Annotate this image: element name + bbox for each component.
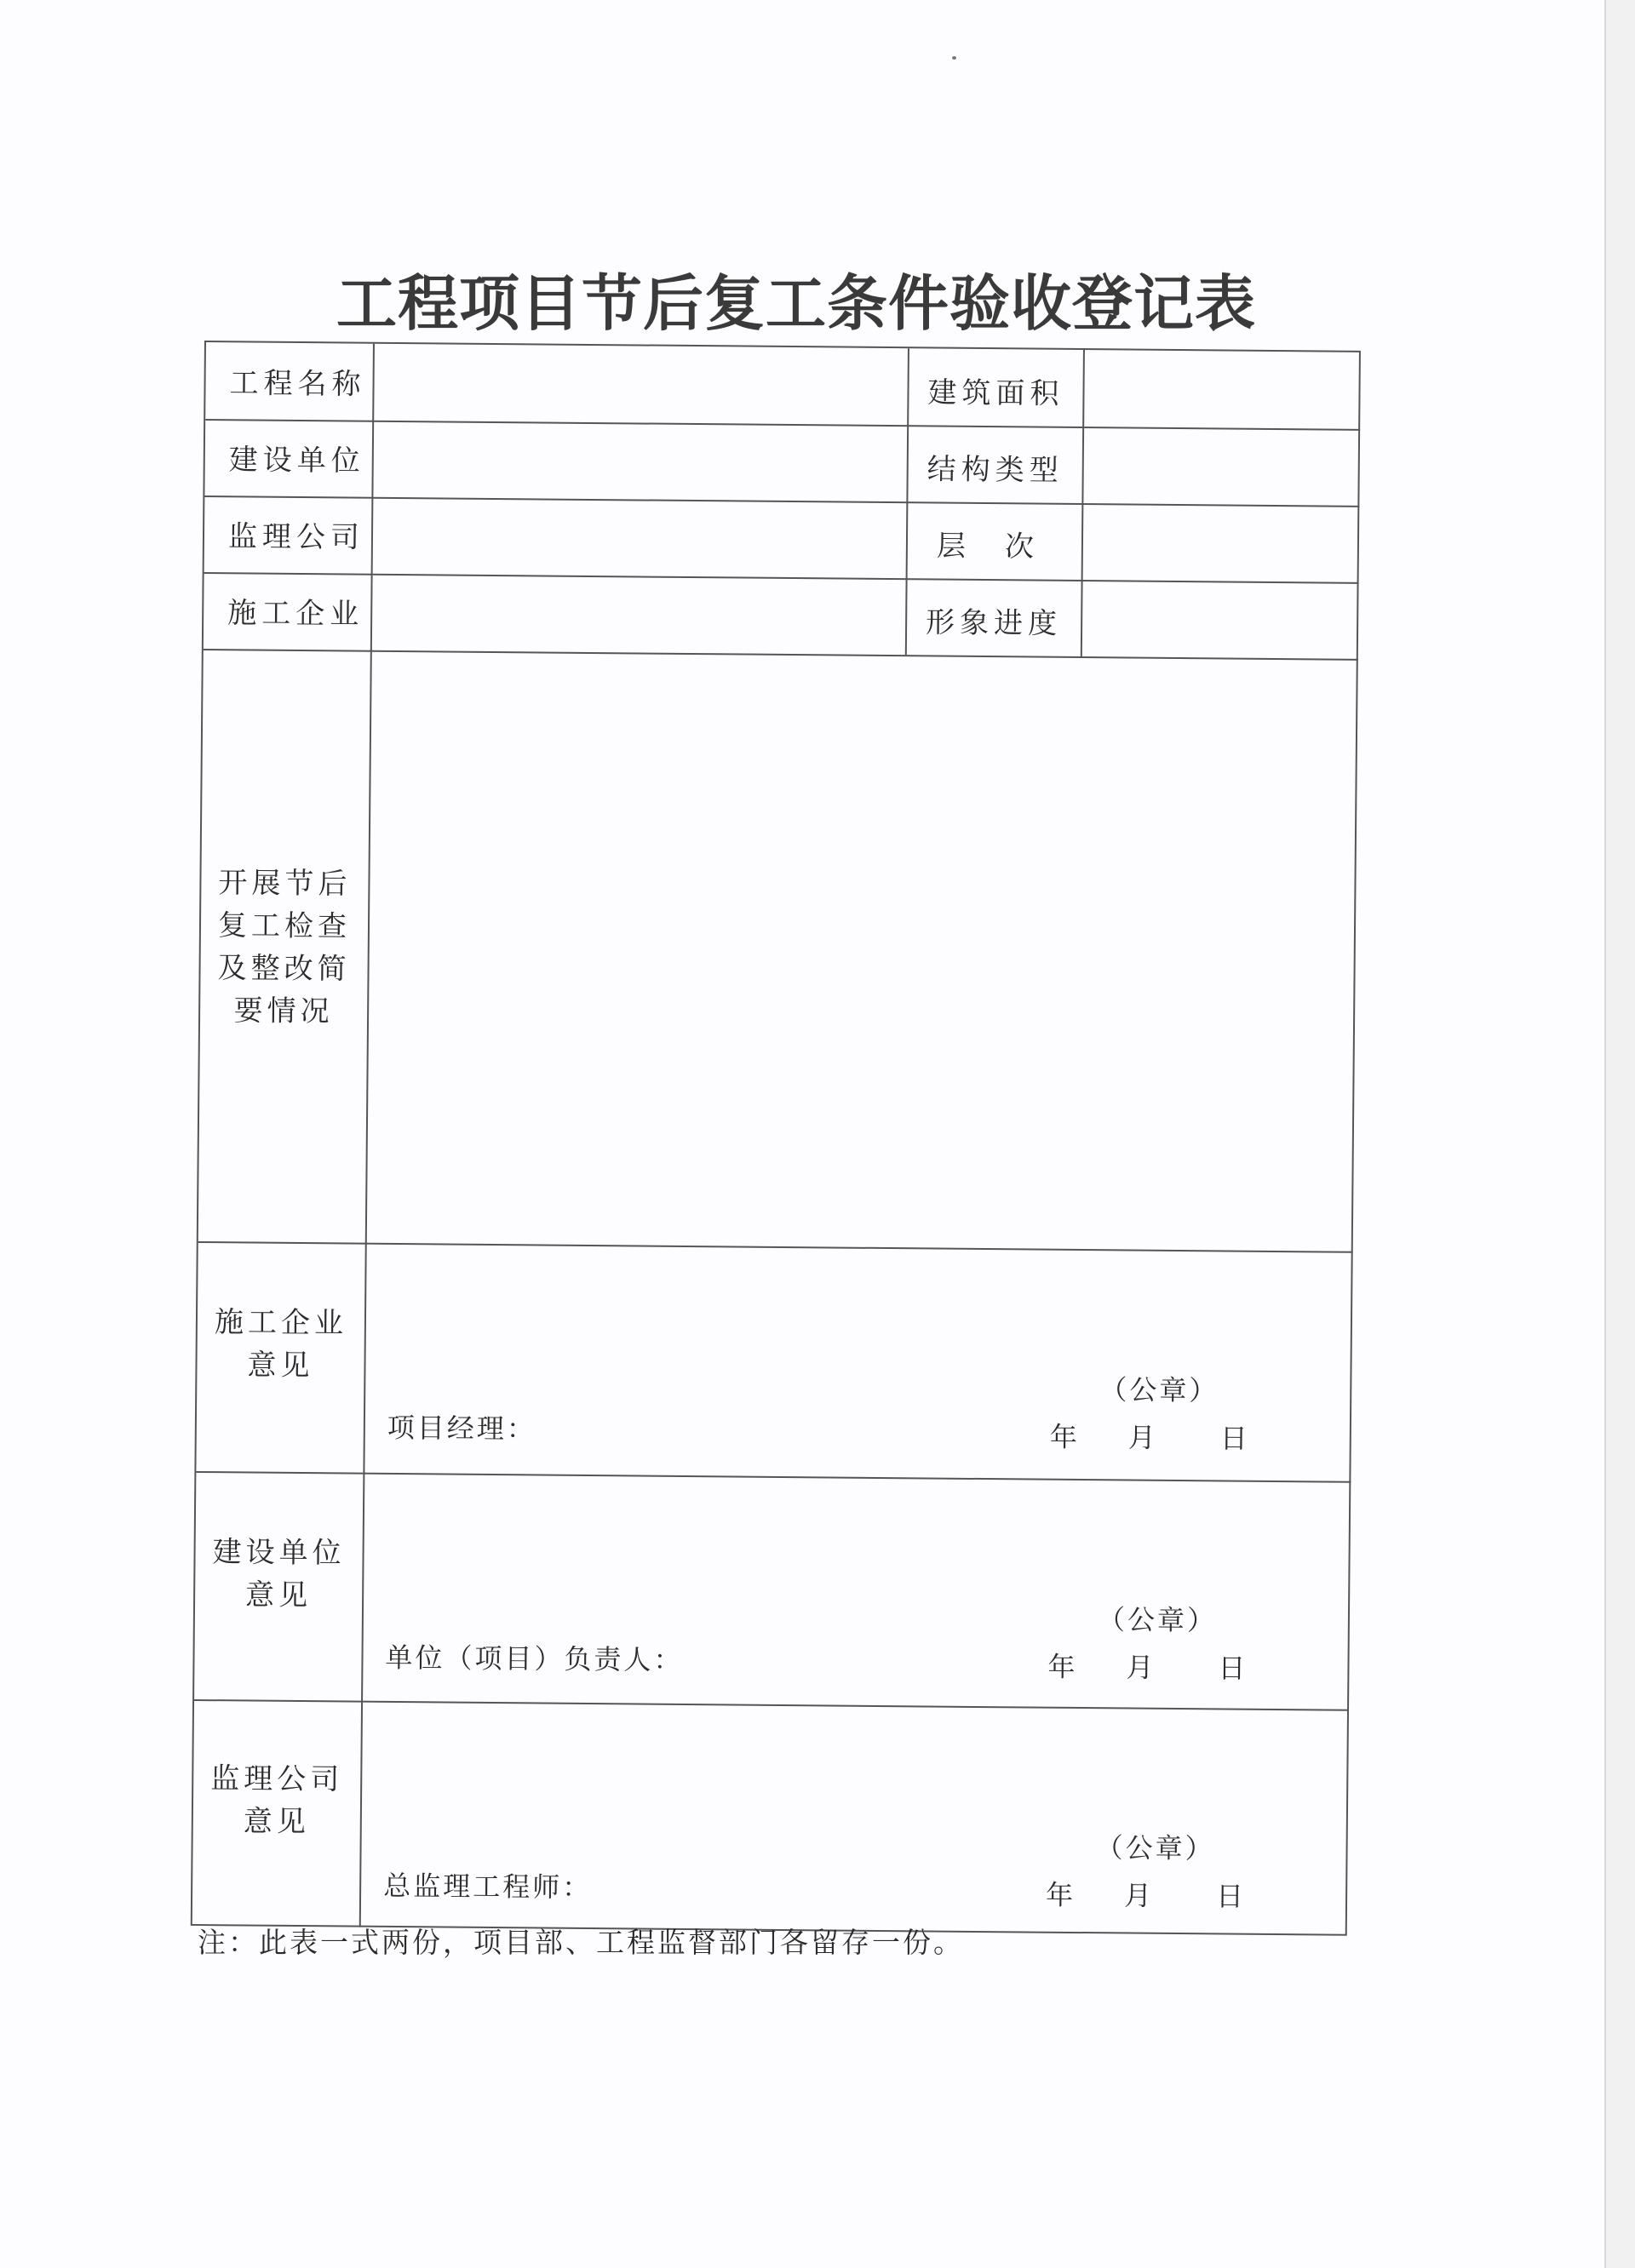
supervisor-opinion-label-line: 意见 <box>243 1804 310 1840</box>
contractor-opinion-label-line: 施工企业 <box>214 1305 348 1341</box>
contractor-opinion-label <box>197 1301 364 1388</box>
row-divider <box>196 1471 1351 1483</box>
company-seal-label: （公章） <box>1097 1603 1218 1637</box>
inspection-label-line: 开展节后 <box>218 866 352 902</box>
year-label: 年 <box>1045 1878 1074 1911</box>
project-name-label: 工程名称 <box>229 366 366 402</box>
row-divider <box>204 649 1358 661</box>
client-opinion-label <box>195 1531 363 1618</box>
inspection-label-line: 复工检查 <box>217 908 352 944</box>
month-label: 月 <box>1127 1421 1156 1454</box>
form-title: 工程项目节后复工条件验收登记表 <box>336 268 1256 339</box>
date-line <box>1047 1646 1245 1687</box>
inspection-label-line: 及整改简 <box>217 951 351 987</box>
inspection-label-line: 要情况 <box>233 994 334 1029</box>
chief-engineer-signature-label: 总监理工程师： <box>383 1869 593 1904</box>
row-divider <box>198 1241 1353 1253</box>
supervisor-opinion-label <box>193 1757 361 1844</box>
year-label: 年 <box>1047 1650 1076 1683</box>
scan-edge <box>1604 0 1635 2268</box>
scan-speck <box>952 56 956 60</box>
building-area-label: 建筑面积 <box>927 375 1064 411</box>
floors-label: 层 次 <box>936 529 1040 564</box>
month-label: 月 <box>1126 1651 1154 1684</box>
month-label: 月 <box>1123 1879 1152 1912</box>
date-line <box>1050 1416 1248 1457</box>
day-label: 日 <box>1215 1880 1244 1913</box>
supervisor-opinion-label-line: 监理公司 <box>210 1761 344 1797</box>
date-line <box>1046 1874 1243 1915</box>
inspection-label <box>200 862 369 1034</box>
unit-responsible-signature-label: 单位（项目）负责人： <box>385 1641 684 1676</box>
progress-label: 形象进度 <box>925 605 1063 641</box>
row-divider <box>205 419 1360 431</box>
form-note: 注：此表一式两份，项目部、工程监督部门各留存一份。 <box>198 1926 964 1959</box>
supervision-company-label: 监理公司 <box>227 519 365 555</box>
company-seal-label: （公章） <box>1095 1831 1215 1865</box>
registration-form <box>191 341 1361 1936</box>
row-divider <box>194 1699 1349 1711</box>
client-opinion-label-line: 意见 <box>244 1578 313 1613</box>
year-label: 年 <box>1049 1420 1077 1453</box>
row-divider <box>204 572 1359 584</box>
day-label: 日 <box>1218 1652 1246 1685</box>
client-opinion-label-line: 建设单位 <box>212 1535 346 1571</box>
contractor-opinion-label-line: 意见 <box>247 1348 314 1383</box>
company-seal-label: （公章） <box>1099 1373 1219 1407</box>
day-label: 日 <box>1219 1422 1248 1455</box>
row-divider <box>204 495 1359 507</box>
label-column-divider <box>359 344 375 1927</box>
construction-enterprise-label: 施工企业 <box>227 596 364 632</box>
project-manager-signature-label: 项目经理： <box>387 1411 537 1446</box>
structure-type-label: 结构类型 <box>926 452 1064 488</box>
construction-unit-label: 建设单位 <box>228 443 365 478</box>
